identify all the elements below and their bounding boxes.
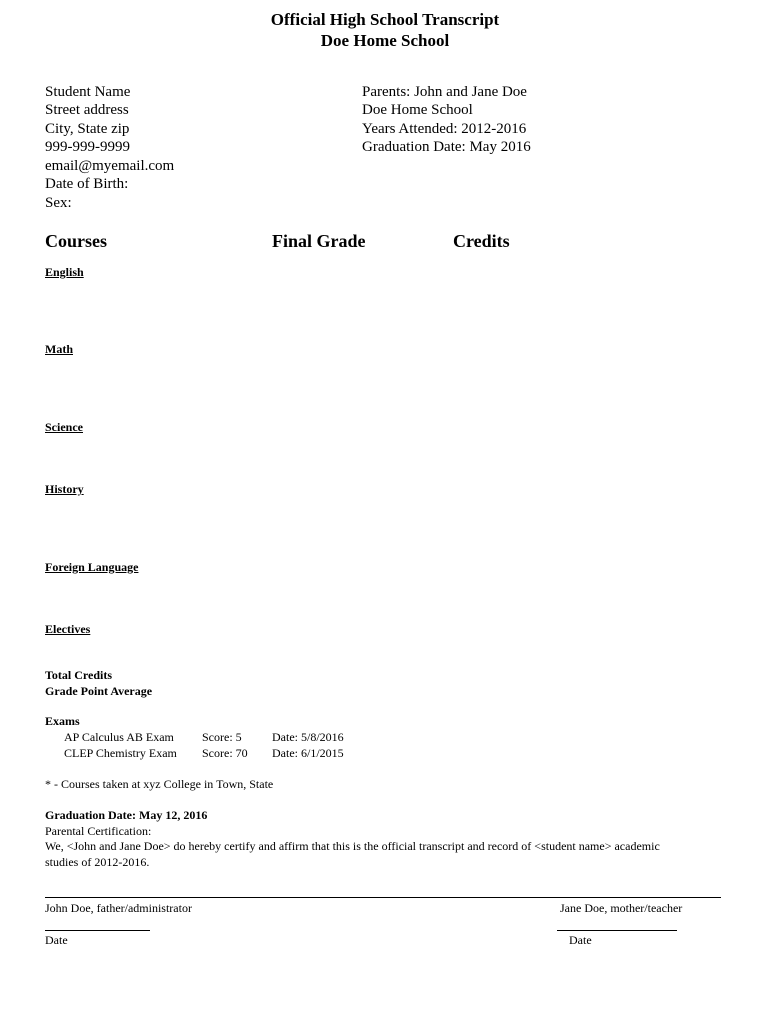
student-email: email@myemail.com <box>45 158 175 174</box>
exam-date: Date: 6/1/2015 <box>272 746 344 760</box>
graduation-date-cert: Graduation Date: May 12, 2016 <box>45 808 208 822</box>
subject-electives: Electives <box>45 622 91 636</box>
exam-score: Score: 70 <box>202 746 248 760</box>
exam-name: AP Calculus AB Exam <box>64 730 174 744</box>
school-name: Doe Home School <box>362 102 473 118</box>
subject-foreign-language: Foreign Language <box>45 560 139 574</box>
years-attended: Years Attended: 2012-2016 <box>362 121 527 137</box>
subject-history: History <box>45 482 84 496</box>
signature-line <box>45 897 721 898</box>
gpa-label: Grade Point Average <box>45 684 153 698</box>
student-sex-label: Sex: <box>45 195 72 211</box>
date-label-right: Date <box>569 933 592 947</box>
credits-heading: Credits <box>453 231 510 251</box>
final-grade-heading: Final Grade <box>272 231 366 251</box>
page-title: Official High School Transcript <box>270 10 500 29</box>
parental-certification-label: Parental Certification: <box>45 824 152 838</box>
date-line-right <box>557 930 677 931</box>
graduation-date-info: Graduation Date: May 2016 <box>362 139 531 155</box>
subject-english: English <box>45 265 84 279</box>
exam-score: Score: 5 <box>202 730 242 744</box>
father-signature-label: John Doe, father/administrator <box>45 901 192 915</box>
certification-text-continued: studies of 2012-2016. <box>45 855 150 869</box>
footnote: * - Courses taken at xyz College in Town, State <box>45 777 274 791</box>
student-city: City, State zip <box>45 121 130 137</box>
student-phone: 999-999-9999 <box>45 139 130 155</box>
courses-heading: Courses <box>45 231 107 251</box>
total-credits-label: Total Credits <box>45 668 113 682</box>
certification-text: We, <John and Jane Doe> do hereby certify and affirm that this is the official transcript and record of <student name> academic <box>45 839 660 853</box>
student-dob-label: Date of Birth: <box>45 176 129 192</box>
exam-date: Date: 5/8/2016 <box>272 730 344 744</box>
subject-science: Science <box>45 420 83 434</box>
date-label-left: Date <box>45 933 68 947</box>
exams-heading: Exams <box>45 714 80 728</box>
mother-signature-label: Jane Doe, mother/teacher <box>560 901 683 915</box>
subject-math: Math <box>45 342 73 356</box>
student-street: Street address <box>45 102 129 118</box>
parents-info: Parents: John and Jane Doe <box>362 84 527 100</box>
student-name: Student Name <box>45 84 131 100</box>
school-name-heading: Doe Home School <box>320 31 450 50</box>
exam-name: CLEP Chemistry Exam <box>64 746 177 760</box>
date-line-left <box>45 930 150 931</box>
